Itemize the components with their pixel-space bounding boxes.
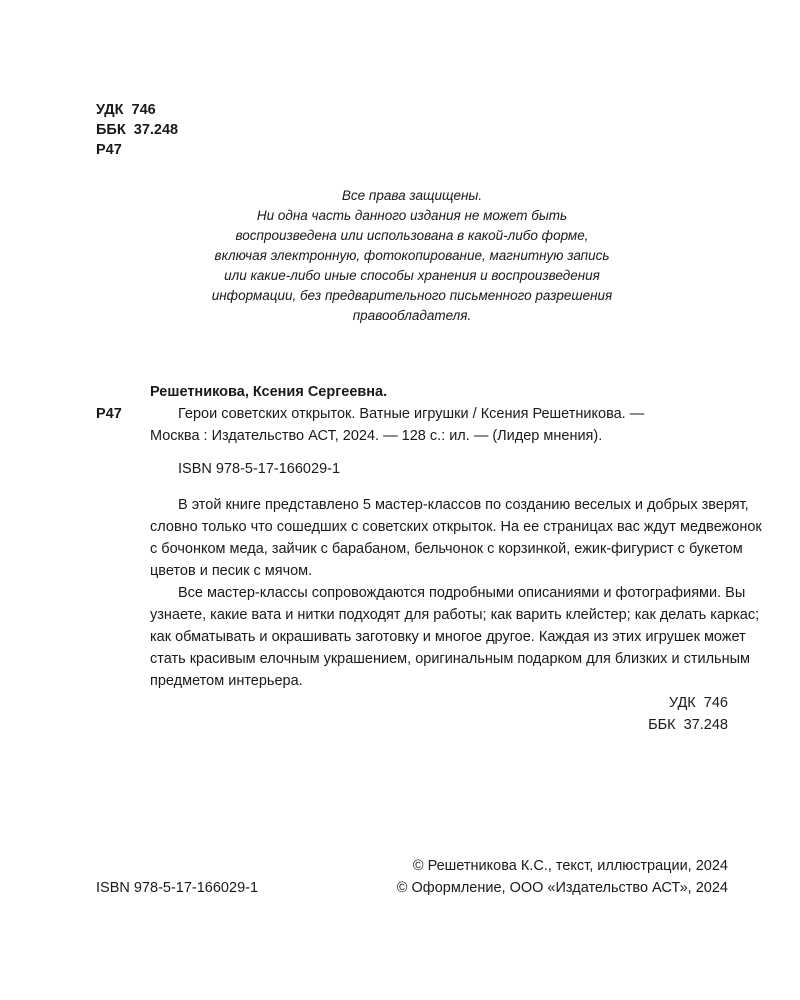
catalog-publisher-line: Москва : Издательство АСТ, 2024. — 128 с.: ил. — (Лидер мнения). <box>150 428 603 444</box>
rights-line: воспроизведена или использована в какой-либо форме, <box>235 228 589 243</box>
annotation-line: Все мастер-классы сопровождаются подробными описаниями и фотографиями. Вы <box>178 585 746 601</box>
annotation <box>150 494 762 692</box>
rights-line: правообладателя. <box>352 308 472 323</box>
footer-isbn: ISBN 978-5-17-166029-1 <box>96 880 259 896</box>
bbk-code: ББК 37.248 <box>96 122 179 138</box>
annotation-line: предметом интерьера. <box>150 673 303 689</box>
footer-classification <box>648 692 728 736</box>
annotation-line: словно только что сошедших с советских открыток. На ее страницах вас ждут медвежонок <box>150 519 762 535</box>
udk-code: УДК 746 <box>96 102 156 118</box>
catalog-code: Р47 <box>96 406 122 422</box>
classification-codes <box>96 100 178 160</box>
annotation-line: узнаете, какие вата и нитки подходят для работы; как варить клейстер; как делать каркас; <box>150 607 760 623</box>
copyright-block <box>397 855 728 899</box>
catalog-author: Решетникова, Ксения Сергеевна. <box>150 384 388 400</box>
rights-line: Все права защищены. <box>341 188 483 203</box>
annotation-line: цветов и песик с мячом. <box>150 563 313 579</box>
rights-line: включая электронную, фотокопирование, магнитную запись <box>214 248 610 263</box>
catalog-title-line: Герои советских открыток. Ватные игрушки / Ксения Решетникова. — <box>178 406 645 422</box>
footer-bbk: ББК 37.248 <box>648 717 728 733</box>
footer-udk: УДК 746 <box>668 695 728 711</box>
annotation-line: с бочонком меда, зайчик с барабаном, бельчонок с корзинкой, ежик-фигурист с букетом <box>150 541 743 557</box>
rights-line: Ни одна часть данного издания не может быть <box>256 208 568 223</box>
rights-notice <box>180 186 644 326</box>
author-code: Р47 <box>96 142 122 158</box>
copyright-design: © Оформление, ООО «Издательство АСТ», 2024 <box>396 880 728 896</box>
annotation-line: В этой книге представлено 5 мастер-классов по созданию веселых и добрых зверят, <box>178 497 749 513</box>
catalog-isbn: ISBN 978-5-17-166029-1 <box>178 461 341 477</box>
annotation-line: как обматывать и окрашивать заготовку и многое другое. Каждая из этих игрушек может <box>150 629 746 645</box>
rights-line: информации, без предварительного письменного разрешения <box>211 288 613 303</box>
annotation-line: стать красивым елочным украшением, оригинальным подарком для близких и стильным <box>150 651 750 667</box>
rights-line: или какие-либо иные способы хранения и воспроизведения <box>224 268 600 283</box>
copyright-text: © Решетникова К.С., текст, иллюстрации, 2024 <box>412 858 728 874</box>
